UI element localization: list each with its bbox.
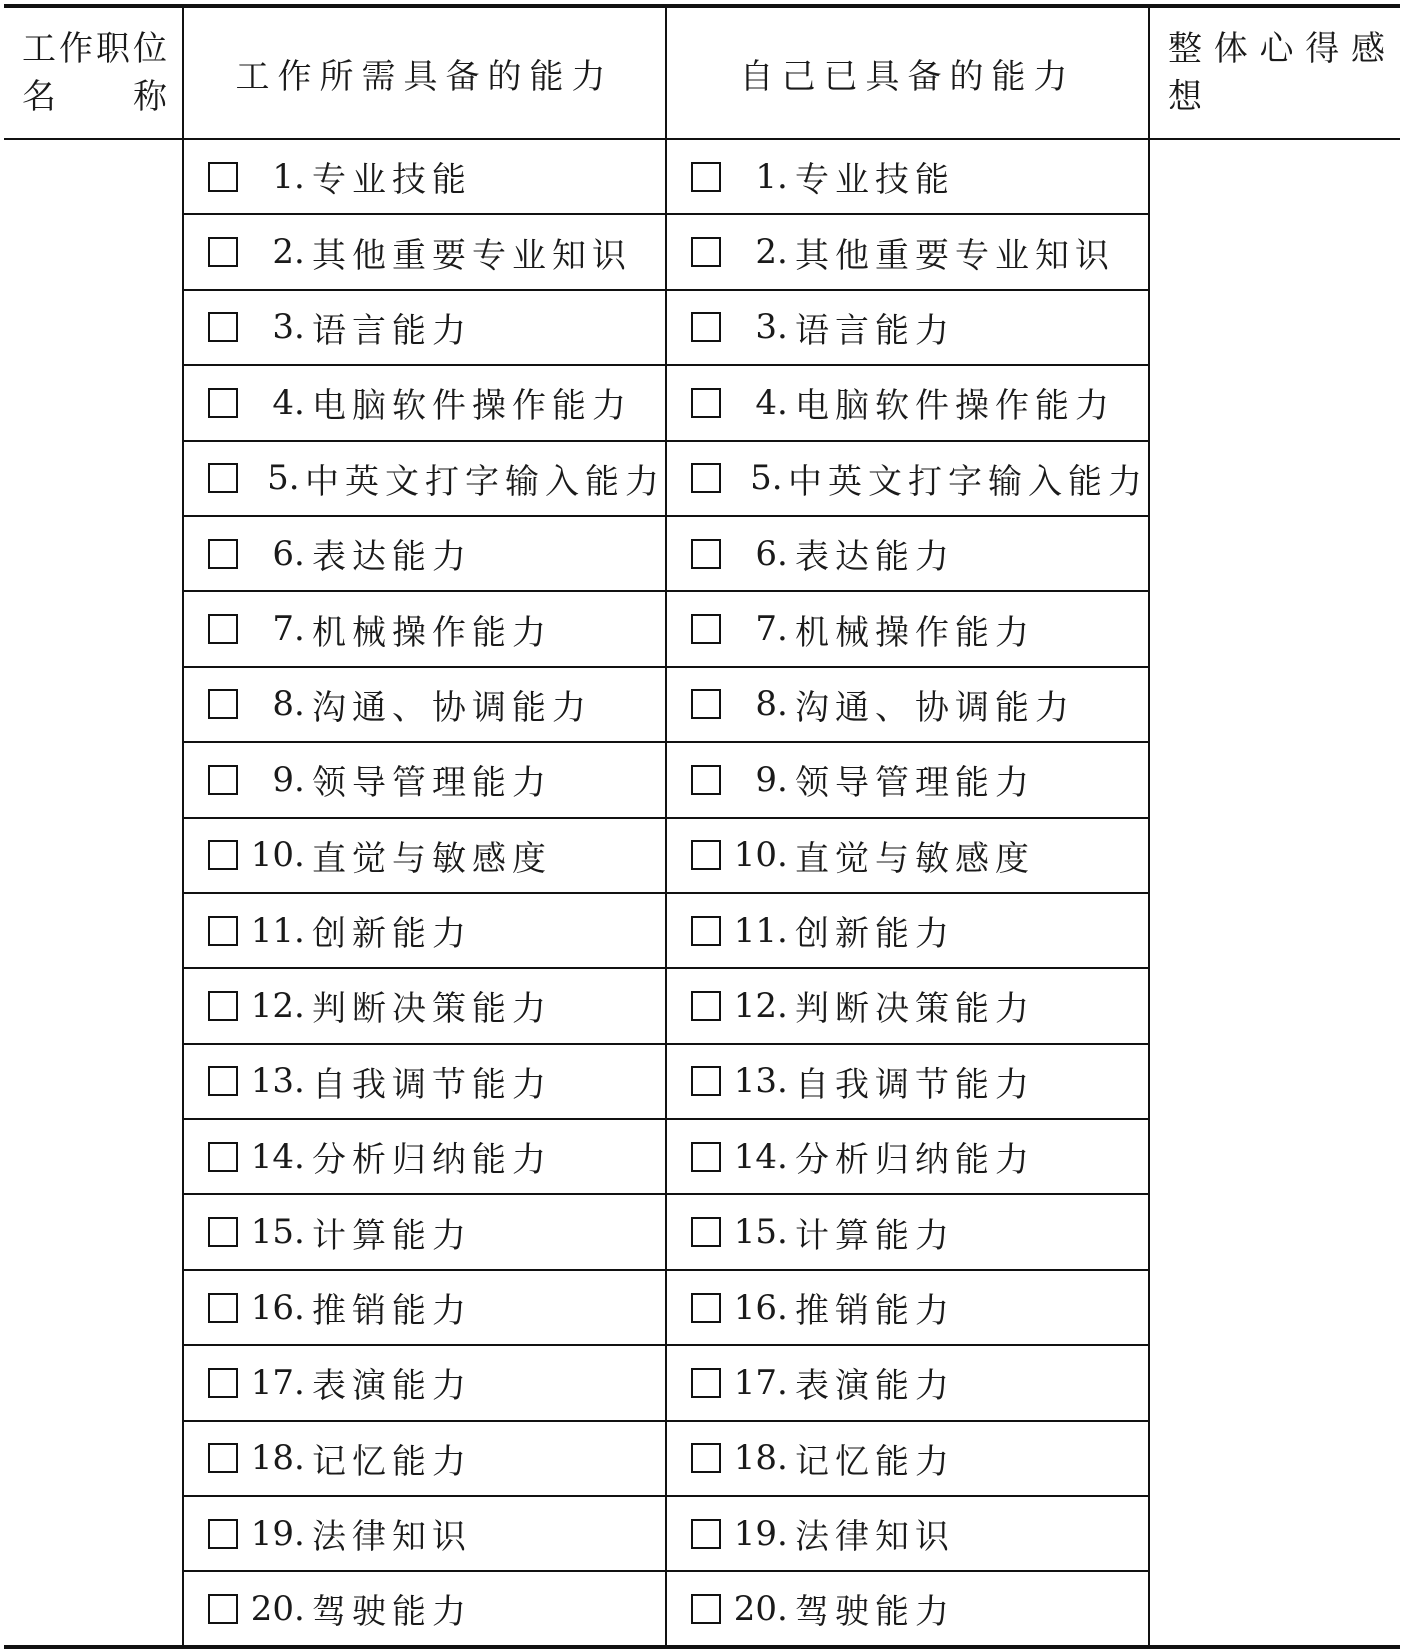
ability-label: 创新能力 (312, 914, 472, 955)
number-separator: . (777, 1588, 788, 1629)
owned-ability-option (667, 981, 1148, 1030)
ability-label: 分析归纳能力 (312, 1140, 552, 1181)
number-separator: . (294, 1362, 305, 1403)
number-separator: . (294, 609, 305, 650)
owned-ability-checkbox[interactable] (691, 1519, 721, 1549)
number-separator: . (777, 609, 788, 650)
required-ability-cell (183, 441, 666, 516)
ability-number: 20 (250, 1588, 294, 1629)
ability-label: 专业技能 (795, 160, 955, 201)
number-separator: . (294, 382, 305, 423)
required-ability-checkbox[interactable] (208, 991, 238, 1021)
owned-ability-checkbox[interactable] (691, 388, 721, 418)
required-ability-cell (183, 1496, 666, 1571)
ability-number: 15 (250, 1212, 294, 1253)
ability-assessment-form (4, 4, 1400, 1649)
ability-number: 17 (733, 1362, 777, 1403)
ability-label: 判断决策能力 (312, 989, 552, 1030)
ability-label: 中英文打字输入能力 (788, 461, 1148, 502)
owned-ability-option (667, 1509, 1148, 1558)
ability-number: 1 (755, 156, 777, 197)
required-ability-option (184, 529, 665, 578)
required-ability-checkbox[interactable] (208, 840, 238, 870)
number-separator: . (294, 1513, 305, 1554)
ability-label: 领导管理能力 (795, 763, 1035, 804)
number-separator: . (777, 985, 788, 1026)
ability-label: 机械操作能力 (795, 612, 1035, 653)
required-ability-cell (183, 516, 666, 591)
number-separator: . (294, 1212, 305, 1253)
owned-ability-cell (666, 1571, 1149, 1646)
ability-number: 6 (755, 533, 777, 574)
required-ability-option (184, 152, 665, 201)
owned-ability-checkbox[interactable] (691, 916, 721, 946)
required-ability-checkbox[interactable] (208, 388, 238, 418)
owned-ability-checkbox[interactable] (691, 539, 721, 569)
required-ability-checkbox[interactable] (208, 916, 238, 946)
required-ability-checkbox[interactable] (208, 312, 238, 342)
number-separator: . (777, 307, 788, 348)
required-ability-option (184, 1057, 665, 1106)
number-separator: . (777, 910, 788, 951)
required-ability-checkbox[interactable] (208, 1066, 238, 1096)
ability-label: 计算能力 (795, 1215, 955, 1256)
required-ability-option (184, 454, 665, 503)
owned-ability-option (667, 831, 1148, 880)
ability-label: 其他重要专业知识 (312, 235, 632, 276)
ability-label: 机械操作能力 (312, 612, 552, 653)
required-ability-checkbox[interactable] (208, 539, 238, 569)
ability-number: 2 (755, 232, 777, 273)
required-ability-cell (183, 818, 666, 893)
number-separator: . (777, 1438, 788, 1479)
owned-ability-cell (666, 1270, 1149, 1345)
ability-label: 表演能力 (795, 1366, 955, 1407)
required-ability-cell (183, 968, 666, 1043)
job-title-input-cell[interactable] (4, 139, 183, 1647)
owned-ability-option (667, 378, 1148, 427)
ability-label: 领导管理能力 (312, 763, 552, 804)
required-ability-checkbox[interactable] (208, 1594, 238, 1624)
owned-ability-checkbox[interactable] (691, 162, 721, 192)
ability-label: 表演能力 (312, 1366, 472, 1407)
header-row (4, 6, 1400, 139)
number-separator: . (294, 1061, 305, 1102)
required-ability-cell (183, 1571, 666, 1646)
number-separator: . (294, 759, 305, 800)
ability-number: 18 (250, 1438, 294, 1479)
owned-ability-option (667, 1358, 1148, 1407)
ability-label: 中英文打字输入能力 (305, 461, 665, 502)
ability-label: 自我调节能力 (312, 1064, 552, 1105)
required-ability-option (184, 303, 665, 352)
number-separator: . (777, 533, 788, 574)
number-separator: . (294, 307, 305, 348)
ability-number: 8 (755, 684, 777, 725)
ability-number: 13 (250, 1061, 294, 1102)
owned-ability-cell (666, 742, 1149, 817)
required-ability-checkbox[interactable] (208, 1519, 238, 1549)
owned-ability-cell (666, 591, 1149, 666)
owned-ability-checkbox[interactable] (691, 1142, 721, 1172)
number-separator: . (777, 1212, 788, 1253)
number-separator: . (294, 533, 305, 574)
number-separator: . (294, 985, 305, 1026)
owned-abilities-header: 自己已具备的能力 (666, 6, 1149, 139)
ability-number: 12 (733, 985, 777, 1026)
ability-label: 专业技能 (312, 160, 472, 201)
number-separator: . (777, 1513, 788, 1554)
owned-ability-cell (666, 516, 1149, 591)
ability-label: 自我调节能力 (795, 1064, 1035, 1105)
required-ability-option (184, 1208, 665, 1257)
required-ability-option (184, 1434, 665, 1483)
required-ability-option (184, 228, 665, 277)
required-ability-cell (183, 893, 666, 968)
required-ability-checkbox[interactable] (208, 1293, 238, 1323)
ability-label: 法律知识 (795, 1517, 955, 1558)
ability-number: 11 (733, 910, 777, 951)
number-separator: . (294, 684, 305, 725)
owned-ability-option (667, 1057, 1148, 1106)
number-separator: . (777, 684, 788, 725)
number-separator: . (777, 835, 788, 876)
ability-number: 18 (733, 1438, 777, 1479)
ability-number: 19 (733, 1513, 777, 1554)
owned-ability-option (667, 303, 1148, 352)
number-separator: . (777, 382, 788, 423)
owned-ability-checkbox[interactable] (691, 840, 721, 870)
required-ability-checkbox[interactable] (208, 1217, 238, 1247)
ability-number: 8 (272, 684, 294, 725)
required-ability-cell (183, 290, 666, 365)
ability-label: 直觉与敏感度 (312, 838, 552, 879)
ability-number: 14 (250, 1136, 294, 1177)
ability-label: 分析归纳能力 (795, 1140, 1035, 1181)
owned-ability-option (667, 454, 1148, 503)
required-ability-option (184, 1509, 665, 1558)
ability-number: 14 (733, 1136, 777, 1177)
ability-label: 推销能力 (795, 1291, 955, 1332)
owned-ability-cell (666, 1194, 1149, 1269)
number-separator: . (294, 1588, 305, 1629)
required-ability-cell (183, 214, 666, 289)
required-ability-cell (183, 139, 666, 214)
required-ability-cell (183, 1270, 666, 1345)
ability-label: 创新能力 (795, 914, 955, 955)
required-ability-option (184, 1358, 665, 1407)
number-separator: . (771, 458, 783, 499)
owned-ability-option (667, 1584, 1148, 1633)
ability-label: 电脑软件操作能力 (795, 386, 1115, 427)
required-ability-checkbox[interactable] (208, 689, 238, 719)
number-separator: . (294, 1136, 305, 1177)
owned-ability-cell (666, 1345, 1149, 1420)
required-ability-checkbox[interactable] (208, 463, 238, 493)
required-ability-cell (183, 1119, 666, 1194)
ability-number: 13 (733, 1061, 777, 1102)
owned-ability-option (667, 605, 1148, 654)
ability-label: 记忆能力 (312, 1441, 472, 1482)
required-ability-cell (183, 1044, 666, 1119)
number-separator: . (294, 835, 305, 876)
ability-label: 沟通、协调能力 (312, 687, 592, 728)
ability-number: 9 (755, 759, 777, 800)
owned-ability-cell (666, 1119, 1149, 1194)
number-separator: . (294, 1287, 305, 1328)
ability-label: 语言能力 (795, 310, 955, 351)
owned-ability-cell (666, 818, 1149, 893)
ability-number: 3 (755, 307, 777, 348)
owned-ability-checkbox[interactable] (691, 1217, 721, 1247)
owned-ability-checkbox[interactable] (691, 312, 721, 342)
ability-label: 其他重要专业知识 (795, 235, 1115, 276)
ability-number: 20 (733, 1588, 777, 1629)
owned-ability-checkbox[interactable] (691, 991, 721, 1021)
ability-number: 17 (250, 1362, 294, 1403)
owned-ability-option (667, 1434, 1148, 1483)
required-ability-cell (183, 591, 666, 666)
ability-number: 10 (733, 835, 777, 876)
number-separator: . (294, 232, 305, 273)
job-title-header: 工作职位名称 (4, 6, 183, 139)
owned-ability-option (667, 1283, 1148, 1332)
owned-ability-cell (666, 893, 1149, 968)
owned-ability-checkbox[interactable] (691, 689, 721, 719)
ability-table (4, 4, 1400, 1649)
ability-number: 15 (733, 1212, 777, 1253)
number-separator: . (294, 1438, 305, 1479)
ability-label: 计算能力 (312, 1215, 472, 1256)
required-ability-checkbox[interactable] (208, 1368, 238, 1398)
owned-ability-cell (666, 667, 1149, 742)
owned-ability-cell (666, 214, 1149, 289)
owned-ability-option (667, 152, 1148, 201)
ability-number: 5 (267, 458, 289, 499)
ability-number: 7 (272, 609, 294, 650)
ability-label: 电脑软件操作能力 (312, 386, 632, 427)
required-ability-option (184, 981, 665, 1030)
required-ability-cell (183, 742, 666, 817)
ability-number: 4 (272, 382, 294, 423)
ability-number: 16 (733, 1287, 777, 1328)
owned-ability-option (667, 906, 1148, 955)
overall-feelings-header: 整体心得感想 (1149, 6, 1400, 139)
owned-ability-option (667, 1132, 1148, 1181)
required-ability-option (184, 1283, 665, 1332)
required-ability-option (184, 755, 665, 804)
ability-label: 推销能力 (312, 1291, 472, 1332)
ability-label: 表达能力 (795, 537, 955, 578)
required-ability-cell (183, 1421, 666, 1496)
table-row (4, 139, 1400, 214)
owned-ability-cell (666, 441, 1149, 516)
number-separator: . (777, 1287, 788, 1328)
number-separator: . (777, 1061, 788, 1102)
required-ability-checkbox[interactable] (208, 237, 238, 267)
ability-number: 11 (250, 910, 294, 951)
owned-ability-checkbox[interactable] (691, 463, 721, 493)
ability-number: 1 (272, 156, 294, 197)
required-ability-option (184, 378, 665, 427)
required-ability-option (184, 1132, 665, 1181)
required-ability-cell (183, 1345, 666, 1420)
required-ability-checkbox[interactable] (208, 765, 238, 795)
required-ability-cell (183, 667, 666, 742)
required-ability-option (184, 1584, 665, 1633)
ability-label: 驾驶能力 (795, 1592, 955, 1633)
owned-ability-checkbox[interactable] (691, 237, 721, 267)
number-separator: . (777, 1136, 788, 1177)
owned-ability-option (667, 529, 1148, 578)
required-abilities-header: 工作所需具备的能力 (183, 6, 666, 139)
required-ability-cell (183, 1194, 666, 1269)
owned-ability-cell (666, 290, 1149, 365)
owned-ability-checkbox[interactable] (691, 1594, 721, 1624)
owned-ability-checkbox[interactable] (691, 1066, 721, 1096)
ability-label: 法律知识 (312, 1517, 472, 1558)
required-ability-checkbox[interactable] (208, 1142, 238, 1172)
owned-ability-checkbox[interactable] (691, 1443, 721, 1473)
owned-ability-checkbox[interactable] (691, 614, 721, 644)
overall-feelings-input-cell[interactable] (1149, 139, 1400, 1647)
required-ability-checkbox[interactable] (208, 1443, 238, 1473)
ability-number: 16 (250, 1287, 294, 1328)
required-ability-option (184, 680, 665, 729)
owned-ability-checkbox[interactable] (691, 1293, 721, 1323)
ability-number: 7 (755, 609, 777, 650)
required-ability-option (184, 906, 665, 955)
number-separator: . (777, 232, 788, 273)
owned-ability-option (667, 755, 1148, 804)
owned-ability-cell (666, 1421, 1149, 1496)
ability-number: 3 (272, 307, 294, 348)
ability-label: 语言能力 (312, 310, 472, 351)
ability-label: 直觉与敏感度 (795, 838, 1035, 879)
ability-label: 记忆能力 (795, 1441, 955, 1482)
owned-ability-cell (666, 365, 1149, 440)
owned-ability-checkbox[interactable] (691, 765, 721, 795)
owned-ability-option (667, 1208, 1148, 1257)
ability-label: 沟通、协调能力 (795, 687, 1075, 728)
number-separator: . (288, 458, 300, 499)
ability-label: 表达能力 (312, 537, 472, 578)
number-separator: . (777, 759, 788, 800)
ability-number: 2 (272, 232, 294, 273)
ability-number: 10 (250, 835, 294, 876)
owned-ability-cell (666, 1044, 1149, 1119)
ability-number: 19 (250, 1513, 294, 1554)
ability-label: 驾驶能力 (312, 1592, 472, 1633)
number-separator: . (777, 1362, 788, 1403)
owned-ability-cell (666, 968, 1149, 1043)
ability-rows (4, 139, 1400, 1647)
ability-number: 9 (272, 759, 294, 800)
ability-number: 5 (750, 458, 772, 499)
owned-ability-cell (666, 139, 1149, 214)
owned-ability-cell (666, 1496, 1149, 1571)
required-ability-option (184, 605, 665, 654)
ability-number: 4 (755, 382, 777, 423)
owned-ability-option (667, 228, 1148, 277)
number-separator: . (294, 156, 305, 197)
ability-number: 12 (250, 985, 294, 1026)
owned-ability-option (667, 680, 1148, 729)
number-separator: . (777, 156, 788, 197)
number-separator: . (294, 910, 305, 951)
required-ability-checkbox[interactable] (208, 614, 238, 644)
required-ability-option (184, 831, 665, 880)
required-ability-cell (183, 365, 666, 440)
owned-ability-checkbox[interactable] (691, 1368, 721, 1398)
required-ability-checkbox[interactable] (208, 162, 238, 192)
ability-number: 6 (272, 533, 294, 574)
ability-label: 判断决策能力 (795, 989, 1035, 1030)
